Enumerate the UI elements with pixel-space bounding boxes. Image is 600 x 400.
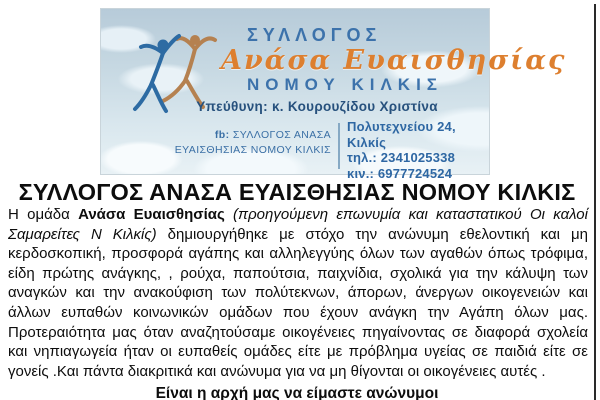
facebook-name-part2: ΕΥΑΙΣΘΗΣΙΑΣ ΝΟΜΟΥ ΚΙΛΚΙΣ — [174, 144, 331, 156]
page-title: ΣΥΛΛΟΓΟΣ ΑΝΑΣΑ ΕΥΑΙΣΘΗΣΙΑΣ ΝΟΜΟΥ ΚΙΛΚΙΣ — [18, 179, 576, 205]
tan-figure-head — [190, 35, 200, 45]
phone-line: τηλ.: 2341025338 — [347, 150, 456, 165]
body-paragraph — [8, 205, 588, 381]
body-former-name: (προηγούμενη επωνυμία και καταστατικού Οι καλοί Σαμαρείτες Ν Κιλκίς) — [8, 206, 588, 243]
facebook-line1 — [101, 128, 331, 143]
manager-line: Υπεύθυνη: κ. Κουρουζίδου Χριστίνα — [196, 99, 438, 114]
blue-figure-head — [158, 40, 169, 51]
closing-line: Είναι η αρχή μας να είμαστε ανώνυμοι — [155, 385, 439, 400]
facebook-name-part1: ΣΥΛΛΟΓΟΣ ΑΝΑΣΑ — [229, 129, 331, 141]
body-org-name: Ανάσα Ευαισθησίας — [78, 206, 225, 223]
org-name-line2: ΝΟΜΟΥ ΚΙΛΚΙΣ — [247, 75, 444, 94]
facebook-block — [101, 128, 331, 158]
facebook-label: fb: — [214, 129, 230, 141]
contact-divider — [338, 123, 340, 169]
org-logo-banner — [100, 8, 567, 181]
address-block — [347, 119, 489, 181]
body-intro: Η ομάδα — [8, 206, 79, 223]
org-name-script: Ανάσα Ευαισθησίας — [221, 45, 567, 76]
address-line: Πολυτεχνείου 24, Κιλκίς — [347, 119, 456, 150]
body-rest: δημιουργήθηκε με στόχο την ανώνυμη εθελοντική και μη κερδοσκοπική, προσφορά αγάπης και αλληλεγγύης όλων των αγαθών όπως τρόφιμα, είδη πρώτης ανάγκης, , ρούχα, παπούτσια, παιχνίδια, σχολικά για την κάλυψη των αναγκών και την ανακούφιση των πολύτεκνων, άπορων, άνεργων οικογενειών και άλλων ευπαθών κοινωνικών ομάδων που έχουν ανάγκη την Αγάπη όλων μας. Προτεραιότητα μας όταν αναζητούσαμε οικογένειες πηγαίνοντας σε διαφορά σχολεία και νηπιαγωγεία ήταν οι ευπαθείς ομάδες είτε με πρόβλημα υγείας σε παιδιά είτε σε γονείς .Και πάντα διακριτικά και ανώνυμα για να μη θίγονται οι οικογένειες αυτές . — [8, 225, 588, 380]
page-border-right — [594, 4, 596, 400]
mobile-line: κιν.: 6977724524 — [347, 165, 453, 181]
org-name-line1: ΣΥΛΛΟΓΟΣ — [247, 25, 382, 45]
